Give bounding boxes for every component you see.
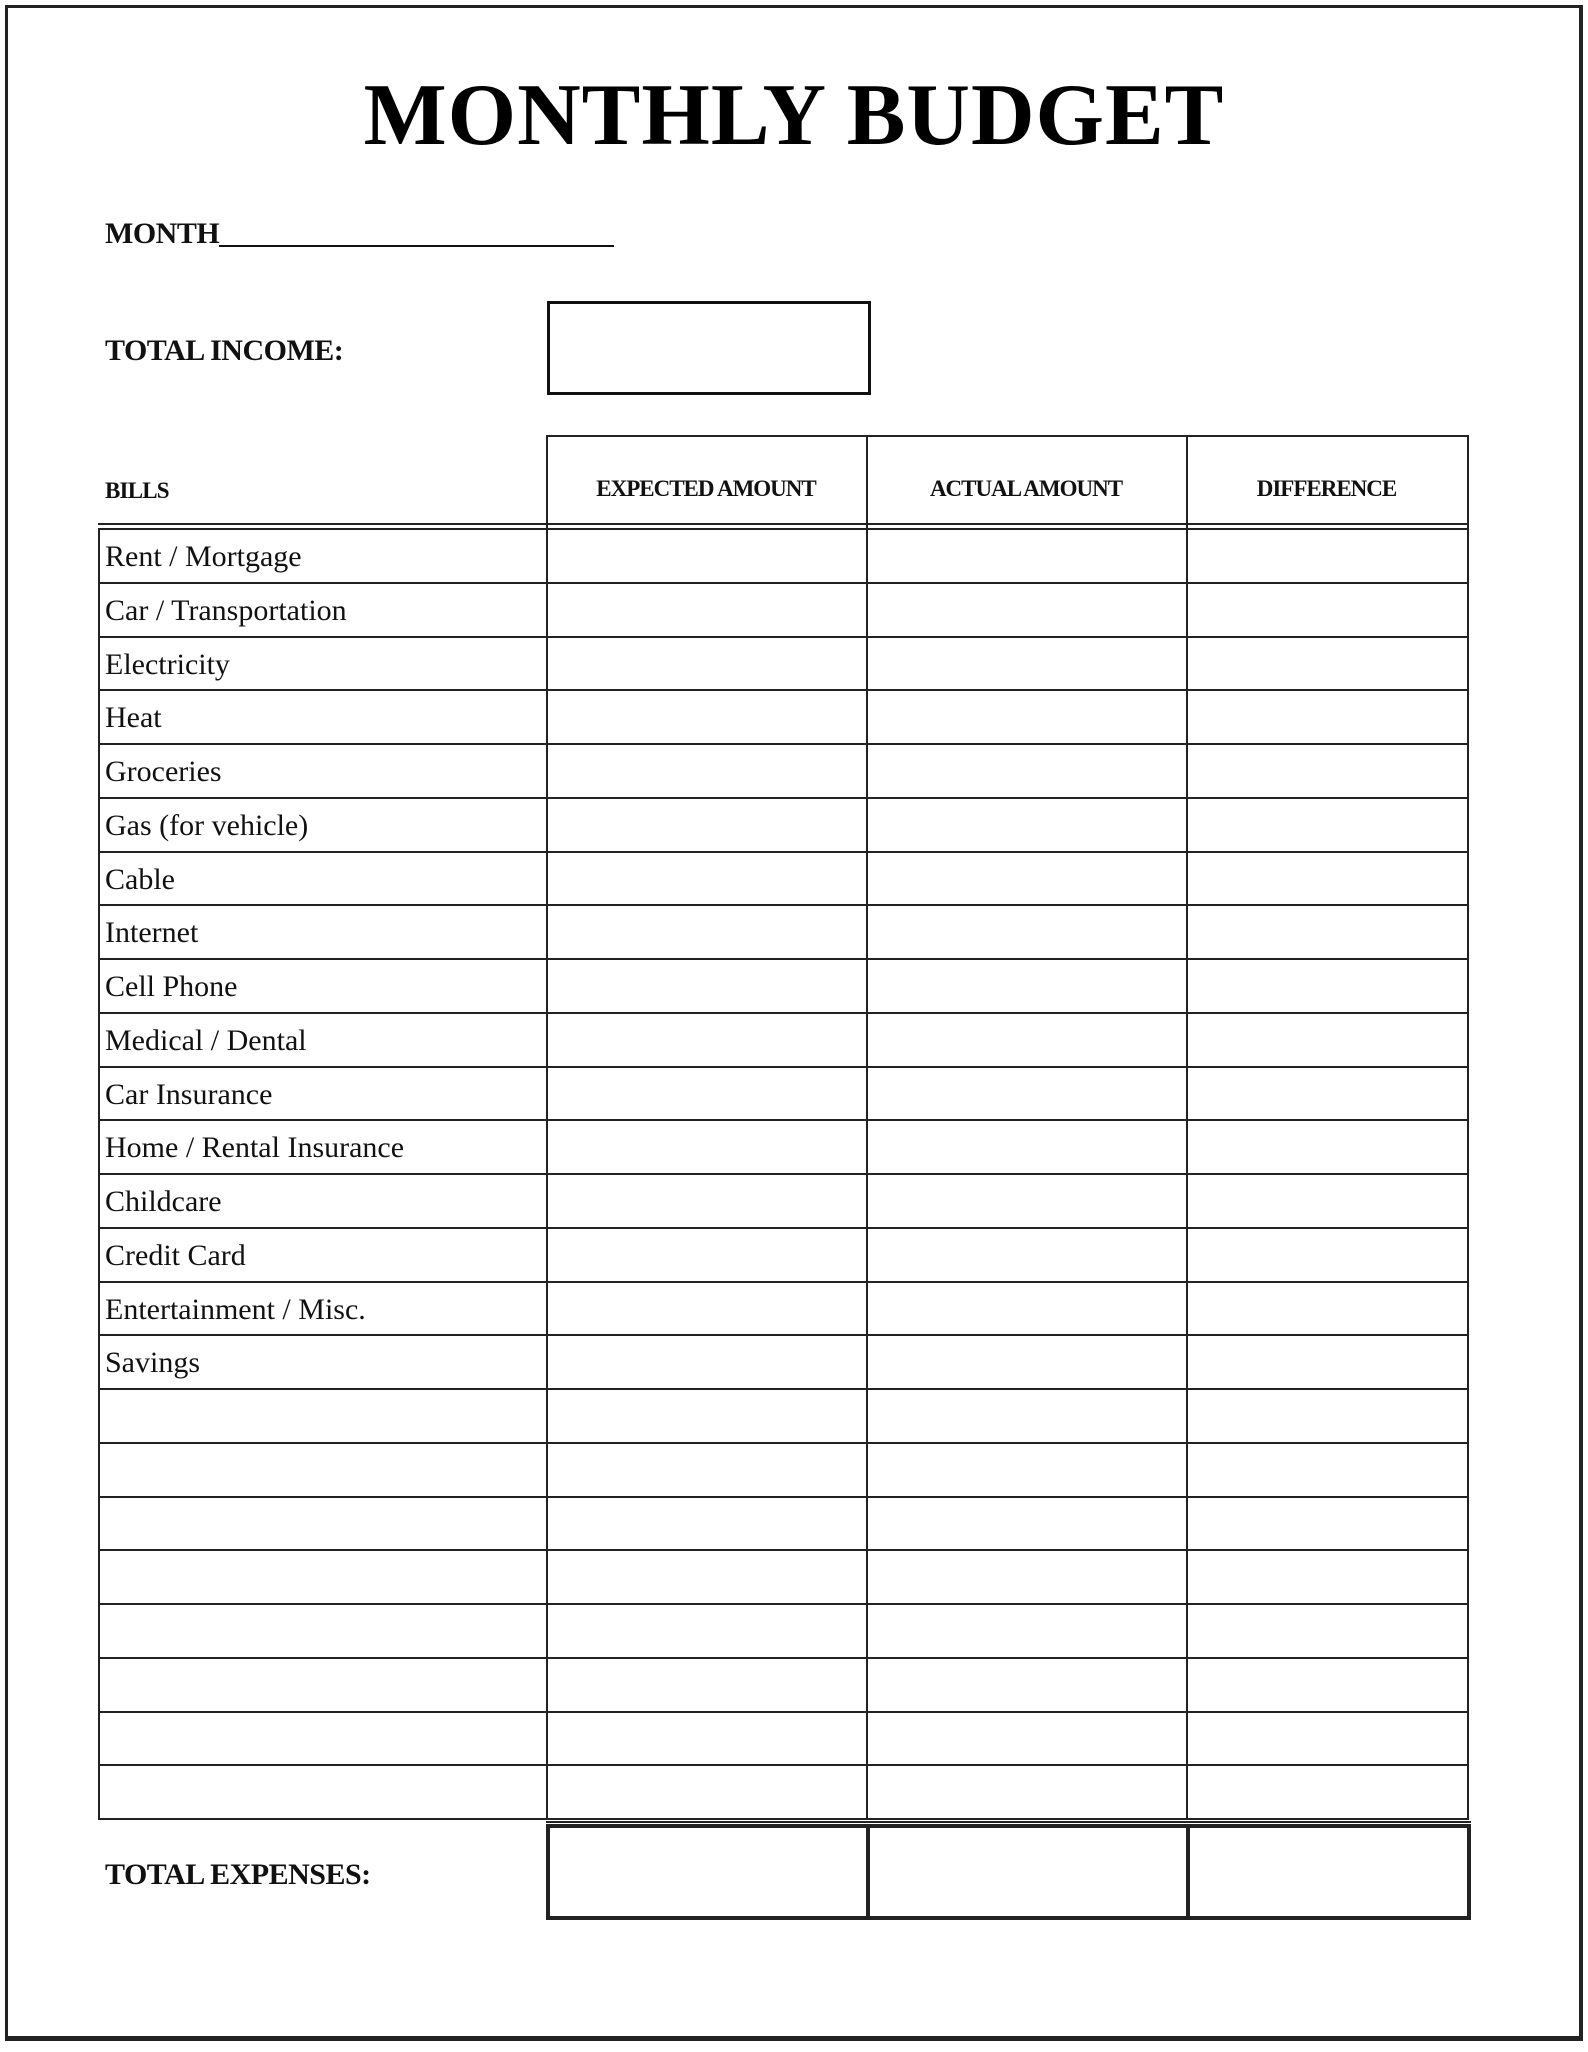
difference-cell[interactable] (1188, 745, 1467, 797)
expected-amount-cell[interactable] (548, 1551, 866, 1603)
bill-row-label: Gas (for vehicle) (105, 808, 309, 842)
actual-amount-cell[interactable] (868, 960, 1186, 1012)
page-title: MONTHLY BUDGET (363, 67, 1225, 164)
actual-amount-cell[interactable] (868, 1390, 1186, 1442)
expected-amount-cell[interactable] (548, 799, 866, 851)
expected-amount-cell[interactable] (548, 906, 866, 958)
difference-cell[interactable] (1188, 691, 1467, 743)
actual-amount-cell[interactable] (868, 1713, 1186, 1765)
difference-cell[interactable] (1188, 584, 1467, 636)
difference-cell[interactable] (1188, 1713, 1467, 1765)
expected-amount-cell[interactable] (548, 584, 866, 636)
column-header-actual: ACTUAL AMOUNT (929, 476, 1123, 501)
expected-amount-cell[interactable] (548, 1068, 866, 1120)
bill-row-label: Childcare (105, 1185, 222, 1218)
column-header-expected: EXPECTED AMOUNT (596, 476, 816, 501)
column-header-difference: DIFFERENCE (1256, 476, 1397, 501)
total-income-box[interactable] (547, 301, 871, 395)
difference-cell[interactable] (1188, 1444, 1467, 1496)
total-expected-cell[interactable] (550, 1827, 866, 1919)
expected-amount-cell[interactable] (548, 745, 866, 797)
actual-amount-cell[interactable] (868, 1605, 1186, 1657)
column-header-bills: BILLS (105, 478, 169, 503)
bill-row-label: Electricity (105, 647, 230, 681)
actual-amount-cell[interactable] (868, 1068, 1186, 1120)
expected-amount-cell[interactable] (548, 1659, 866, 1711)
difference-cell[interactable] (1188, 853, 1467, 905)
difference-cell[interactable] (1188, 1766, 1467, 1818)
expected-amount-cell[interactable] (548, 530, 866, 582)
expected-amount-cell[interactable] (548, 1766, 866, 1818)
expected-amount-cell[interactable] (548, 1175, 866, 1227)
total-expenses-label: TOTAL EXPENSES: (105, 1858, 371, 1891)
bill-row-label: Medical / Dental (105, 1023, 307, 1057)
expected-amount-cell[interactable] (548, 1605, 866, 1657)
difference-cell[interactable] (1188, 1283, 1467, 1335)
difference-cell[interactable] (1188, 1390, 1467, 1442)
expected-amount-cell[interactable] (548, 1390, 866, 1442)
bill-row-label: Car Insurance (105, 1077, 273, 1111)
actual-amount-cell[interactable] (868, 638, 1186, 690)
bill-row-label: Heat (105, 701, 162, 735)
actual-amount-cell[interactable] (868, 1336, 1186, 1388)
month-field (105, 213, 614, 249)
expected-amount-cell[interactable] (548, 1498, 866, 1550)
difference-cell[interactable] (1188, 638, 1467, 690)
bill-row-label: Cell Phone (105, 970, 238, 1003)
expected-amount-cell[interactable] (548, 1336, 866, 1388)
actual-amount-cell[interactable] (868, 1121, 1186, 1173)
difference-cell[interactable] (1188, 1498, 1467, 1550)
difference-cell[interactable] (1188, 1551, 1467, 1603)
difference-cell[interactable] (1188, 1014, 1467, 1066)
actual-amount-cell[interactable] (868, 799, 1186, 851)
bill-row-label: Savings (105, 1346, 201, 1380)
difference-cell[interactable] (1188, 1336, 1467, 1388)
actual-amount-cell[interactable] (868, 1229, 1186, 1281)
actual-amount-cell[interactable] (868, 1498, 1186, 1550)
total-actual-cell[interactable] (870, 1827, 1186, 1919)
actual-amount-cell[interactable] (868, 853, 1186, 905)
expected-amount-cell[interactable] (548, 1121, 866, 1173)
bill-row-label: Home / Rental Insurance (105, 1131, 405, 1165)
difference-cell[interactable] (1188, 799, 1467, 851)
bill-row-label: Cable (105, 862, 175, 896)
difference-cell[interactable] (1188, 1659, 1467, 1711)
bill-row-label: Credit Card (105, 1238, 246, 1272)
difference-cell[interactable] (1188, 1175, 1467, 1227)
expected-amount-cell[interactable] (548, 1444, 866, 1496)
expected-amount-cell[interactable] (548, 960, 866, 1012)
bill-row-label: Car / Transportation (105, 593, 347, 627)
difference-cell[interactable] (1188, 906, 1467, 958)
bill-row-label: Entertainment / Misc. (105, 1292, 366, 1326)
difference-cell[interactable] (1188, 1605, 1467, 1657)
expected-amount-cell[interactable] (548, 1014, 866, 1066)
difference-cell[interactable] (1188, 530, 1467, 582)
difference-cell[interactable] (1188, 1229, 1467, 1281)
total-income-label: TOTAL INCOME: (105, 334, 344, 367)
expected-amount-cell[interactable] (548, 1229, 866, 1281)
actual-amount-cell[interactable] (868, 1551, 1186, 1603)
bill-row-label: Internet (105, 916, 199, 950)
expected-amount-cell[interactable] (548, 853, 866, 905)
expected-amount-cell[interactable] (548, 638, 866, 690)
total-difference-cell[interactable] (1190, 1827, 1467, 1919)
actual-amount-cell[interactable] (868, 906, 1186, 958)
actual-amount-cell[interactable] (868, 1659, 1186, 1711)
difference-cell[interactable] (1188, 960, 1467, 1012)
difference-cell[interactable] (1188, 1068, 1467, 1120)
bill-row-label: Groceries (105, 755, 222, 788)
month-input-line[interactable] (219, 245, 614, 247)
expected-amount-cell[interactable] (548, 1713, 866, 1765)
actual-amount-cell[interactable] (868, 1014, 1186, 1066)
actual-amount-cell[interactable] (868, 530, 1186, 582)
actual-amount-cell[interactable] (868, 584, 1186, 636)
bill-row-label: Rent / Mortgage (105, 540, 302, 573)
difference-cell[interactable] (1188, 1121, 1467, 1173)
actual-amount-cell[interactable] (868, 1444, 1186, 1496)
expected-amount-cell[interactable] (548, 691, 866, 743)
month-label: MONTH (105, 217, 220, 250)
actual-amount-cell[interactable] (868, 691, 1186, 743)
actual-amount-cell[interactable] (868, 745, 1186, 797)
actual-amount-cell[interactable] (868, 1175, 1186, 1227)
actual-amount-cell[interactable] (868, 1283, 1186, 1335)
expected-amount-cell[interactable] (548, 1283, 866, 1335)
actual-amount-cell[interactable] (868, 1766, 1186, 1818)
